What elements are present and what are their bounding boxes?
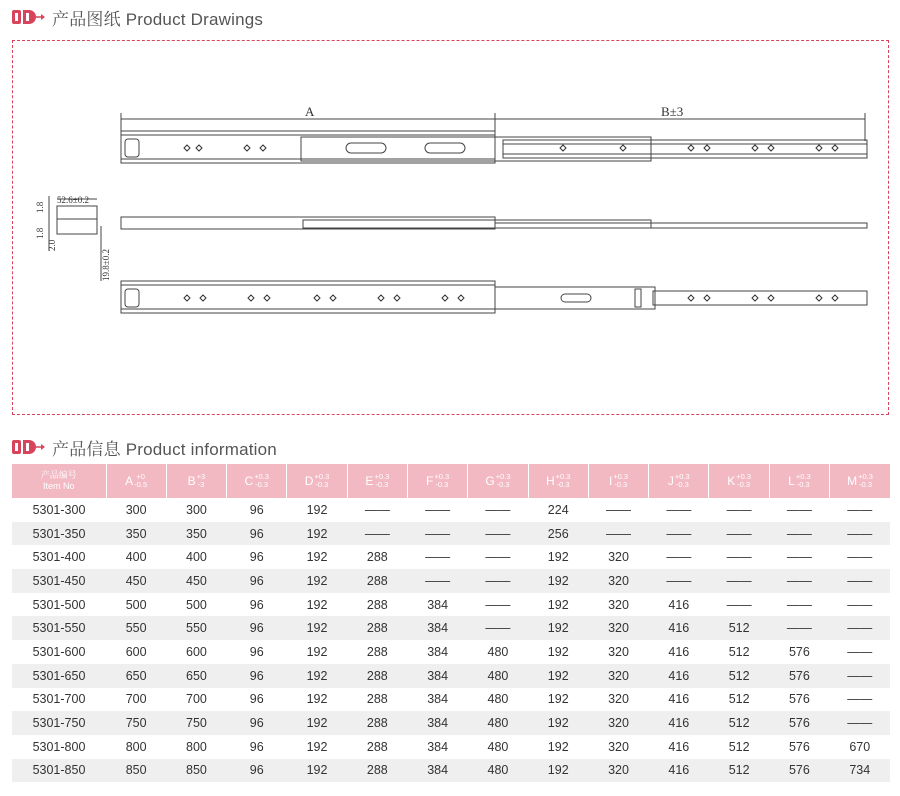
column-header-e — [347, 464, 407, 498]
table-cell: 320 — [588, 569, 648, 593]
table-cell: 96 — [227, 688, 287, 712]
column-header-f — [407, 464, 467, 498]
table-cell: 750 — [106, 711, 166, 735]
table-cell: 320 — [588, 545, 648, 569]
table-cell: 500 — [166, 593, 226, 617]
table-cell: 192 — [528, 569, 588, 593]
table-cell: 384 — [407, 640, 467, 664]
brand-logo-icon — [12, 9, 46, 25]
table-cell: 384 — [407, 593, 467, 617]
table-cell: —— — [830, 688, 890, 712]
table-cell: 320 — [588, 688, 648, 712]
table-cell: 96 — [227, 640, 287, 664]
dimension-width-label: 52.6±0.2 — [57, 195, 89, 205]
table-cell: 800 — [166, 735, 226, 759]
table-cell: 288 — [347, 569, 407, 593]
table-cell: 700 — [106, 688, 166, 712]
tolerance-bottom: -0.3 — [737, 480, 751, 489]
table-cell: 300 — [106, 498, 166, 522]
table-row — [12, 569, 890, 593]
table-cell: 384 — [407, 688, 467, 712]
dimension-height-label: 19.8±0.2 — [101, 249, 111, 281]
tolerance-top: +0.3 — [674, 472, 690, 481]
table-cell: 512 — [709, 664, 769, 688]
column-label: D — [304, 474, 314, 488]
tolerance-bottom: -0.3 — [255, 480, 269, 489]
table-cell: 480 — [468, 735, 528, 759]
table-row — [12, 545, 890, 569]
table-cell: 650 — [106, 664, 166, 688]
info-section-header — [12, 434, 277, 460]
table-cell: 192 — [287, 569, 347, 593]
table-cell: 288 — [347, 688, 407, 712]
table-cell: 750 — [166, 711, 226, 735]
table-cell: —— — [407, 545, 467, 569]
tolerance-bottom: -0.3 — [796, 480, 810, 489]
table-cell: —— — [830, 593, 890, 617]
table-cell: 96 — [227, 522, 287, 546]
column-header-i — [588, 464, 648, 498]
table-cell: 384 — [407, 711, 467, 735]
item-no-cell: 5301-750 — [12, 711, 106, 735]
tolerance-top: +0.3 — [434, 472, 450, 481]
table-cell: —— — [649, 498, 709, 522]
table-cell: 320 — [588, 616, 648, 640]
item-no-cell: 5301-350 — [12, 522, 106, 546]
tolerance-top: +0.3 — [374, 472, 390, 481]
table-cell: 288 — [347, 735, 407, 759]
column-header-a — [106, 464, 166, 498]
table-cell: 192 — [287, 522, 347, 546]
table-cell: 550 — [106, 616, 166, 640]
table-cell: 192 — [287, 664, 347, 688]
table-cell: —— — [769, 569, 829, 593]
item-no-header: 产品编号 Item No — [12, 464, 106, 498]
table-cell: —— — [588, 498, 648, 522]
table-cell: —— — [709, 545, 769, 569]
tolerance-bottom: -0.3 — [859, 480, 872, 489]
table-cell: 700 — [166, 688, 226, 712]
table-cell: 350 — [166, 522, 226, 546]
tolerance-top: +0.3 — [555, 472, 571, 481]
table-cell: 96 — [227, 498, 287, 522]
table-cell: 192 — [528, 759, 588, 783]
table-cell: 320 — [588, 759, 648, 783]
table-cell: 96 — [227, 759, 287, 783]
table-cell: —— — [830, 522, 890, 546]
column-header-c — [227, 464, 287, 498]
tolerance-bottom: -0.3 — [614, 480, 628, 489]
table-cell: 192 — [528, 711, 588, 735]
table-cell: —— — [830, 640, 890, 664]
table-cell: 416 — [649, 759, 709, 783]
table-cell: —— — [769, 498, 829, 522]
table-cell: 350 — [106, 522, 166, 546]
tolerance-top: +0.3 — [254, 472, 269, 481]
tolerance-bottom: -0.3 — [375, 480, 389, 489]
table-cell: 500 — [106, 593, 166, 617]
column-label: L — [788, 474, 795, 488]
table-cell: —— — [830, 664, 890, 688]
item-no-cell: 5301-500 — [12, 593, 106, 617]
column-label: E — [365, 474, 374, 488]
table-cell: 288 — [347, 664, 407, 688]
slide-drawing — [13, 41, 890, 416]
table-cell: 288 — [347, 593, 407, 617]
column-label: K — [727, 474, 736, 488]
tolerance-bottom: -0.3 — [496, 480, 510, 489]
table-cell: —— — [830, 498, 890, 522]
table-cell: 256 — [528, 522, 588, 546]
table-cell: 288 — [347, 759, 407, 783]
table-row — [12, 688, 890, 712]
table-body — [12, 498, 890, 782]
item-no-cell: 5301-450 — [12, 569, 106, 593]
column-label: H — [545, 474, 555, 488]
column-label: M — [847, 474, 858, 488]
table-cell: —— — [407, 498, 467, 522]
table-cell: 512 — [709, 688, 769, 712]
table-cell: 512 — [709, 711, 769, 735]
table-cell: —— — [468, 498, 528, 522]
column-header-k — [709, 464, 769, 498]
table-row — [12, 664, 890, 688]
column-label: B — [187, 474, 196, 488]
column-header-h — [528, 464, 588, 498]
drawings-section-header — [12, 4, 263, 30]
table-cell: 288 — [347, 640, 407, 664]
table-row — [12, 759, 890, 783]
table-cell: 320 — [588, 735, 648, 759]
column-label: J — [667, 474, 674, 488]
dimension-2-label: 1.8 — [35, 227, 45, 239]
column-label: G — [485, 474, 495, 488]
table-cell: 480 — [468, 640, 528, 664]
table-cell: —— — [830, 616, 890, 640]
table-cell: 288 — [347, 616, 407, 640]
table-cell: —— — [769, 616, 829, 640]
column-header-l — [769, 464, 829, 498]
table-cell: 192 — [287, 711, 347, 735]
column-header-g — [468, 464, 528, 498]
table-cell: 320 — [588, 711, 648, 735]
item-no-cell: 5301-700 — [12, 688, 106, 712]
table-cell: —— — [468, 569, 528, 593]
table-cell: 384 — [407, 759, 467, 783]
table-cell: 480 — [468, 664, 528, 688]
table-cell: 192 — [528, 616, 588, 640]
table-cell: 576 — [769, 735, 829, 759]
table-cell: —— — [709, 522, 769, 546]
dimension-1-label: 1.8 — [35, 201, 45, 213]
tolerance-top: +0.3 — [795, 472, 811, 481]
table-cell: —— — [588, 522, 648, 546]
table-cell: 96 — [227, 616, 287, 640]
table-cell: —— — [649, 569, 709, 593]
table-cell: 512 — [709, 640, 769, 664]
table-cell: —— — [830, 711, 890, 735]
table-cell: 480 — [468, 711, 528, 735]
tolerance-bottom: -0.3 — [675, 480, 689, 489]
table-cell: 192 — [528, 735, 588, 759]
dimension-3-label: 2.0 — [47, 239, 57, 251]
table-cell: 192 — [287, 759, 347, 783]
table-cell: —— — [468, 593, 528, 617]
table-cell: 416 — [649, 688, 709, 712]
table-cell: 96 — [227, 735, 287, 759]
column-label: C — [244, 474, 254, 488]
table-cell: 384 — [407, 616, 467, 640]
table-cell: 480 — [468, 688, 528, 712]
table-cell: 320 — [588, 640, 648, 664]
table-cell: —— — [769, 545, 829, 569]
column-header-d — [287, 464, 347, 498]
table-cell: 224 — [528, 498, 588, 522]
table-cell: 192 — [287, 498, 347, 522]
table-cell: 800 — [106, 735, 166, 759]
table-cell: —— — [830, 545, 890, 569]
table-cell: 416 — [649, 640, 709, 664]
info-section-title: 产品信息 Product information — [52, 439, 277, 459]
column-header-j — [649, 464, 709, 498]
table-cell: —— — [407, 522, 467, 546]
tolerance-bottom: -0.3 — [435, 480, 449, 489]
table-cell: —— — [468, 616, 528, 640]
tolerance-bottom: -0.3 — [315, 480, 329, 489]
table-cell: —— — [769, 593, 829, 617]
item-no-cell: 5301-300 — [12, 498, 106, 522]
table-cell: 400 — [166, 545, 226, 569]
table-row — [12, 711, 890, 735]
table-cell: 416 — [649, 616, 709, 640]
table-cell: 450 — [106, 569, 166, 593]
tolerance-top: +0.3 — [736, 472, 752, 481]
table-cell: 192 — [528, 545, 588, 569]
drawings-section-title: 产品图纸 Product Drawings — [52, 9, 264, 29]
tolerance-bottom: -0.3 — [556, 480, 570, 489]
table-cell: 288 — [347, 545, 407, 569]
table-cell: 96 — [227, 664, 287, 688]
tolerance-top: +0.3 — [314, 472, 330, 481]
table-cell: 600 — [106, 640, 166, 664]
table-cell: 576 — [769, 759, 829, 783]
table-cell: 650 — [166, 664, 226, 688]
table-cell: 192 — [287, 545, 347, 569]
table-cell: 400 — [106, 545, 166, 569]
tolerance-bottom: -0.5 — [134, 480, 148, 489]
item-no-cell: 5301-800 — [12, 735, 106, 759]
item-no-cell: 5301-550 — [12, 616, 106, 640]
table-cell: 192 — [528, 664, 588, 688]
tolerance-bottom: -3 — [197, 480, 205, 489]
table-cell: 416 — [649, 711, 709, 735]
table-cell: —— — [769, 522, 829, 546]
column-label: A — [125, 474, 134, 488]
column-header-b — [166, 464, 226, 498]
item-no-cell: 5301-400 — [12, 545, 106, 569]
table-cell: 192 — [287, 593, 347, 617]
table-cell: —— — [709, 498, 769, 522]
table-cell: 576 — [769, 664, 829, 688]
table-row — [12, 498, 890, 522]
brand-logo-icon — [12, 439, 46, 455]
table-header-row — [12, 464, 890, 498]
table-cell: —— — [649, 545, 709, 569]
table-cell: 416 — [649, 735, 709, 759]
table-cell: —— — [709, 569, 769, 593]
table-cell: —— — [709, 593, 769, 617]
column-label: I — [608, 474, 613, 488]
table-cell: 96 — [227, 711, 287, 735]
table-row — [12, 735, 890, 759]
tolerance-top: +3 — [196, 472, 206, 481]
table-cell: 96 — [227, 545, 287, 569]
table-cell: 320 — [588, 664, 648, 688]
table-cell: 850 — [166, 759, 226, 783]
table-cell: 550 — [166, 616, 226, 640]
table-cell: 300 — [166, 498, 226, 522]
table-cell: —— — [468, 522, 528, 546]
table-cell: —— — [830, 569, 890, 593]
table-cell: 576 — [769, 711, 829, 735]
dimension-a-label: A — [305, 104, 315, 119]
table-cell: 576 — [769, 688, 829, 712]
table-cell: 192 — [287, 735, 347, 759]
table-cell: —— — [347, 498, 407, 522]
table-cell: 384 — [407, 735, 467, 759]
table-cell: 576 — [769, 640, 829, 664]
table-row — [12, 593, 890, 617]
table-row — [12, 616, 890, 640]
table-cell: 192 — [287, 616, 347, 640]
table-cell: 850 — [106, 759, 166, 783]
item-no-cell: 5301-600 — [12, 640, 106, 664]
item-no-cell: 5301-850 — [12, 759, 106, 783]
table-cell: 512 — [709, 735, 769, 759]
table-cell: 480 — [468, 759, 528, 783]
tolerance-top: +0.3 — [613, 472, 629, 481]
table-row — [12, 640, 890, 664]
tolerance-top: +0.3 — [495, 472, 511, 481]
dimension-b-label: B±3 — [661, 104, 684, 119]
table-cell: 416 — [649, 664, 709, 688]
tolerance-top: +0 — [136, 472, 145, 481]
product-drawing-frame — [12, 40, 889, 415]
table-cell: 734 — [830, 759, 890, 783]
table-cell: 192 — [287, 640, 347, 664]
table-cell: 384 — [407, 664, 467, 688]
table-cell: 288 — [347, 711, 407, 735]
table-cell: —— — [407, 569, 467, 593]
table-cell: 416 — [649, 593, 709, 617]
table-cell: 600 — [166, 640, 226, 664]
table-cell: 670 — [830, 735, 890, 759]
item-no-cell: 5301-650 — [12, 664, 106, 688]
table-cell: 96 — [227, 569, 287, 593]
tolerance-top: +0.3 — [858, 472, 873, 481]
table-row — [12, 522, 890, 546]
table-cell: —— — [649, 522, 709, 546]
table-cell: 512 — [709, 759, 769, 783]
table-cell: 192 — [528, 593, 588, 617]
table-cell: 192 — [528, 640, 588, 664]
table-cell: —— — [347, 522, 407, 546]
column-label: F — [426, 474, 434, 488]
table-cell: —— — [468, 545, 528, 569]
table-cell: 512 — [709, 616, 769, 640]
table-cell: 192 — [528, 688, 588, 712]
table-cell: 96 — [227, 593, 287, 617]
column-header-m — [830, 464, 890, 498]
table-cell: 192 — [287, 688, 347, 712]
table-cell: 450 — [166, 569, 226, 593]
product-info-table — [12, 464, 890, 782]
table-cell: 320 — [588, 593, 648, 617]
